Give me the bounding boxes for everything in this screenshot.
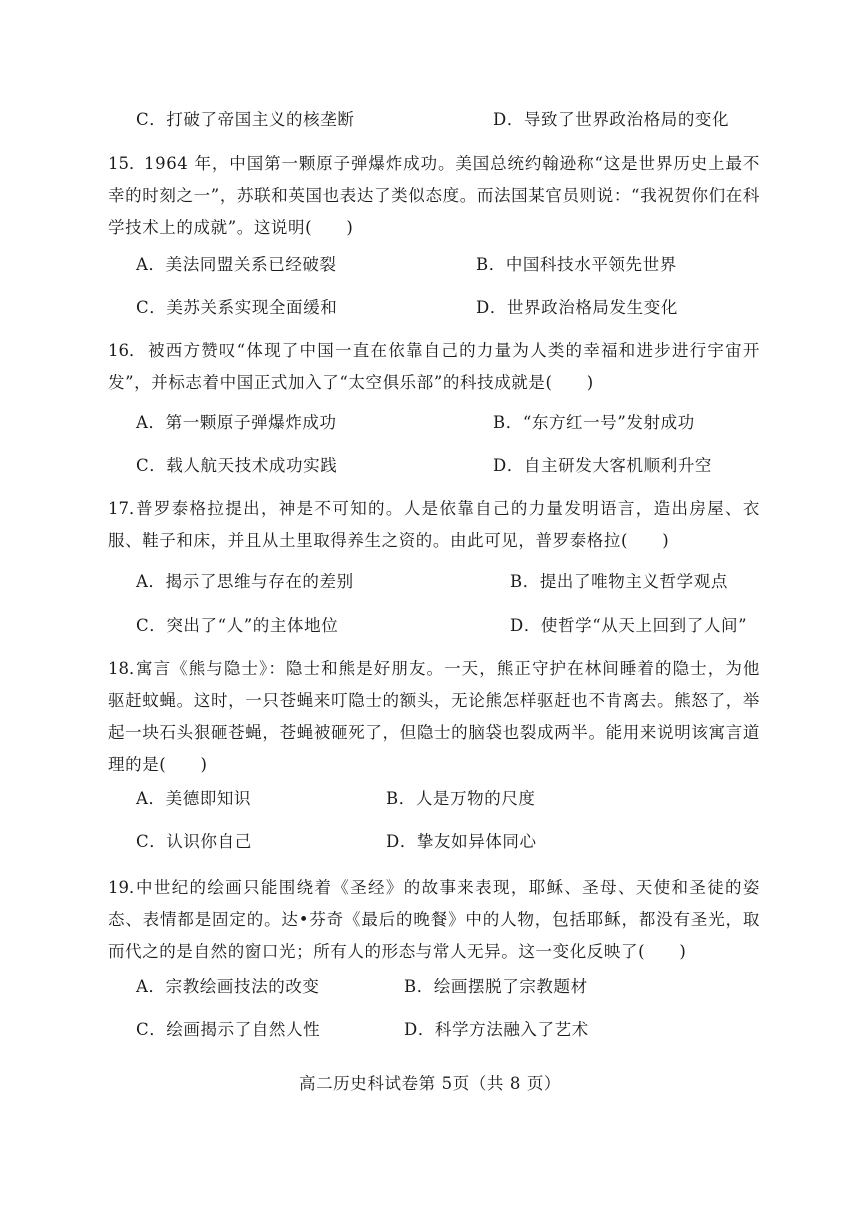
q15-option-c: C．美苏关系实现全面缓和 (136, 298, 338, 317)
q14-option-c: C．打破了帝国主义的核垄断 (136, 110, 355, 129)
q15-option-d: D．世界政治格局发生变化 (476, 298, 678, 317)
q19-option-a: A．宗教绘画技法的改变 (136, 977, 320, 996)
q16-option-c: C．载人航天技术成功实践 (136, 456, 338, 475)
q19-stem: 中世纪的绘画只能围绕着《圣经》的故事来表现，耶稣、圣母、天使和圣徒的姿态、表情都是固定的。达•芬奇《最后的晚餐》中的人物，包括耶稣，都没有圣光，取而代之的是自然的窗口光；所有人的形态与常人无异。这一变化反映了( ) (108, 878, 760, 961)
q15-option-b: B．中国科技水平领先世界 (476, 255, 677, 274)
q18-stem: 寓言《熊与隐士》：隐士和熊是好朋友。一天，熊正守护在林间睡着的隐士，为他驱赶蚊蝇。这时，一只苍蝇来叮隐士的额头，无论熊怎样驱赶也不肯离去。熊怒了，举起一块石头狠砸苍蝇，苍蝇被砸死了，但隐士的脑袋也裂成两半。能用来说明该寓言道理的是( ) (108, 659, 760, 774)
q18-option-a: A．美德即知识 (136, 789, 252, 808)
q17-option-b: B．提出了唯物主义哲学观点 (510, 572, 728, 591)
q16-stem: 被西方赞叹“体现了中国一直在依靠自己的力量为人类的幸福和进步进行宇宙开发”，并标志着中国正式加入了“太空俱乐部”的科技成就是( ) (108, 341, 760, 392)
q17-option-c: C．突出了“人”的主体地位 (136, 616, 339, 635)
q19-option-b: B．绘画摆脱了宗教题材 (404, 977, 588, 996)
q19-option-d: D．科学方法融入了艺术 (404, 1020, 589, 1039)
q17-option-a: A．揭示了思维与存在的差别 (136, 572, 354, 591)
q19-option-c: C．绘画揭示了自然人性 (136, 1020, 321, 1039)
q15-option-a: A．美法同盟关系已经破裂 (136, 255, 337, 274)
q19-number: 19． (108, 878, 146, 897)
q18-option-b: B．人是万物的尺度 (386, 789, 536, 808)
q14-option-d: D．导致了世界政治格局的变化 (493, 110, 730, 129)
q18-option-d: D．挚友如异体同心 (386, 832, 537, 851)
q15-stem: 1964 年，中国第一颗原子弹爆炸成功。美国总统约翰逊称“这是世界历史上最不幸的时刻之一”，苏联和英国也表达了类似态度。而法国某官员则说：“我祝贺你们在科学技术上的成就”。这说明( ) (108, 154, 760, 237)
q16-number: 16． (108, 341, 146, 360)
q15-number: 15． (108, 154, 146, 173)
q16-option-d: D．自主研发大客机顺利升空 (493, 456, 713, 475)
page-footer: 高二历史科试卷第 5页（共 8 页） (298, 1074, 562, 1093)
q17-number: 17． (108, 499, 146, 518)
q16-option-a: A．第一颗原子弹爆炸成功 (136, 413, 337, 432)
q17-stem: 普罗泰格拉提出，神是不可知的。人是依靠自己的力量发明语言，造出房屋、衣服、鞋子和床，并且从土里取得养生之资的。由此可见，普罗泰格拉( ) (108, 499, 760, 550)
q17-option-d: D．使哲学“从天上回到了人间” (510, 616, 748, 635)
q16-option-b: B．“东方红一号”发射成功 (493, 413, 695, 432)
q18-number: 18． (108, 659, 146, 678)
q18-option-c: C．认识你自己 (136, 832, 252, 851)
